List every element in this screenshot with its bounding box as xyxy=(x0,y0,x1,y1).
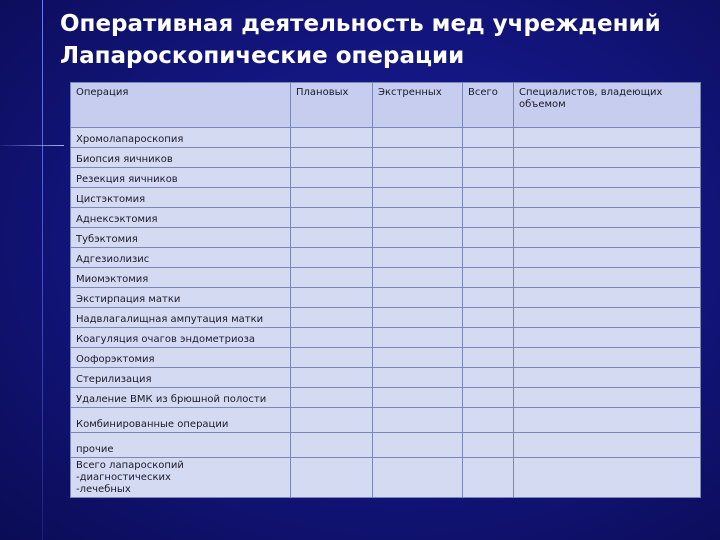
header-planned: Плановых xyxy=(291,83,373,128)
planned-cell[interactable] xyxy=(291,408,373,433)
operation-name: прочие xyxy=(71,433,291,458)
operation-name: Экстирпация матки xyxy=(71,288,291,308)
operation-name: Цистэктомия xyxy=(71,188,291,208)
specialists-cell[interactable] xyxy=(514,328,701,348)
operation-name: Миомэктомия xyxy=(71,268,291,288)
planned-cell[interactable] xyxy=(291,208,373,228)
specialists-cell[interactable] xyxy=(514,388,701,408)
specialists-cell[interactable] xyxy=(514,268,701,288)
total-cell[interactable] xyxy=(463,458,514,498)
total-cell[interactable] xyxy=(463,433,514,458)
specialists-cell[interactable] xyxy=(514,228,701,248)
header-emergency: Экстренных xyxy=(373,83,463,128)
emergency-cell[interactable] xyxy=(373,328,463,348)
planned-cell[interactable] xyxy=(291,128,373,148)
operations-table xyxy=(70,82,701,498)
total-cell[interactable] xyxy=(463,168,514,188)
planned-cell[interactable] xyxy=(291,288,373,308)
table-row xyxy=(71,328,701,348)
planned-cell[interactable] xyxy=(291,458,373,498)
table-row xyxy=(71,228,701,248)
total-cell[interactable] xyxy=(463,388,514,408)
total-cell[interactable] xyxy=(463,228,514,248)
operation-name: Коагуляция очагов эндометриоза xyxy=(71,328,291,348)
total-cell[interactable] xyxy=(463,308,514,328)
operation-name: Биопсия яичников xyxy=(71,148,291,168)
total-cell[interactable] xyxy=(463,408,514,433)
specialists-cell[interactable] xyxy=(514,188,701,208)
table-row xyxy=(71,348,701,368)
planned-cell[interactable] xyxy=(291,328,373,348)
header-operation: Операция xyxy=(71,83,291,128)
planned-cell[interactable] xyxy=(291,388,373,408)
emergency-cell[interactable] xyxy=(373,348,463,368)
planned-cell[interactable] xyxy=(291,308,373,328)
operation-name: Стерилизация xyxy=(71,368,291,388)
slide-title-line-2: Лапароскопические операции xyxy=(60,43,465,69)
planned-cell[interactable] xyxy=(291,188,373,208)
emergency-cell[interactable] xyxy=(373,288,463,308)
specialists-cell[interactable] xyxy=(514,433,701,458)
table-row xyxy=(71,388,701,408)
emergency-cell[interactable] xyxy=(373,433,463,458)
operation-name: Оофорэктомия xyxy=(71,348,291,368)
operation-name: Аднексэктомия xyxy=(71,208,291,228)
table-row xyxy=(71,368,701,388)
header-specialists: Специалистов, владеющих объемом xyxy=(514,83,701,128)
table-row xyxy=(71,208,701,228)
specialists-cell[interactable] xyxy=(514,308,701,328)
decorative-horizontal-line xyxy=(0,145,64,146)
specialists-cell[interactable] xyxy=(514,288,701,308)
operation-name: Адгезиолизис xyxy=(71,248,291,268)
operation-name: Хромолапароскопия xyxy=(71,128,291,148)
table-row xyxy=(71,248,701,268)
emergency-cell[interactable] xyxy=(373,208,463,228)
operation-name: Всего лапароскопий -диагностических -лечебных xyxy=(71,458,291,498)
table-row xyxy=(71,128,701,148)
table-row xyxy=(71,408,701,433)
planned-cell[interactable] xyxy=(291,148,373,168)
planned-cell[interactable] xyxy=(291,168,373,188)
table-row xyxy=(71,308,701,328)
specialists-cell[interactable] xyxy=(514,368,701,388)
specialists-cell[interactable] xyxy=(514,168,701,188)
emergency-cell[interactable] xyxy=(373,458,463,498)
total-cell[interactable] xyxy=(463,148,514,168)
total-cell[interactable] xyxy=(463,368,514,388)
emergency-cell[interactable] xyxy=(373,368,463,388)
total-cell[interactable] xyxy=(463,268,514,288)
planned-cell[interactable] xyxy=(291,433,373,458)
header-total: Всего xyxy=(463,83,514,128)
operation-name: Надвлагалищная ампутация матки xyxy=(71,308,291,328)
table-row xyxy=(71,188,701,208)
specialists-cell[interactable] xyxy=(514,208,701,228)
decorative-vertical-line xyxy=(42,0,43,540)
table-header-row xyxy=(71,83,701,128)
specialists-cell[interactable] xyxy=(514,128,701,148)
operation-name: Резекция яичников xyxy=(71,168,291,188)
emergency-cell[interactable] xyxy=(373,148,463,168)
specialists-cell[interactable] xyxy=(514,148,701,168)
table-row xyxy=(71,288,701,308)
total-cell[interactable] xyxy=(463,248,514,268)
planned-cell[interactable] xyxy=(291,228,373,248)
total-cell[interactable] xyxy=(463,208,514,228)
specialists-cell[interactable] xyxy=(514,248,701,268)
table-row xyxy=(71,168,701,188)
total-cell[interactable] xyxy=(463,128,514,148)
specialists-cell[interactable] xyxy=(514,348,701,368)
total-cell[interactable] xyxy=(463,328,514,348)
table-row xyxy=(71,148,701,168)
emergency-cell[interactable] xyxy=(373,228,463,248)
emergency-cell[interactable] xyxy=(373,168,463,188)
emergency-cell[interactable] xyxy=(373,308,463,328)
specialists-cell[interactable] xyxy=(514,408,701,433)
operation-name: Тубэктомия xyxy=(71,228,291,248)
total-cell[interactable] xyxy=(463,348,514,368)
emergency-cell[interactable] xyxy=(373,408,463,433)
slide-title xyxy=(60,8,661,72)
table-row xyxy=(71,458,701,498)
planned-cell[interactable] xyxy=(291,348,373,368)
planned-cell[interactable] xyxy=(291,268,373,288)
total-cell[interactable] xyxy=(463,188,514,208)
operation-name: Комбинированные операции xyxy=(71,408,291,433)
operation-name: Удаление ВМК из брюшной полости xyxy=(71,388,291,408)
table-row xyxy=(71,433,701,458)
slide-title-line-1: Оперативная деятельность мед учреждений xyxy=(60,11,661,37)
planned-cell[interactable] xyxy=(291,248,373,268)
total-cell[interactable] xyxy=(463,288,514,308)
emergency-cell[interactable] xyxy=(373,388,463,408)
emergency-cell[interactable] xyxy=(373,188,463,208)
emergency-cell[interactable] xyxy=(373,248,463,268)
table-row xyxy=(71,268,701,288)
planned-cell[interactable] xyxy=(291,368,373,388)
emergency-cell[interactable] xyxy=(373,268,463,288)
emergency-cell[interactable] xyxy=(373,128,463,148)
specialists-cell[interactable] xyxy=(514,458,701,498)
